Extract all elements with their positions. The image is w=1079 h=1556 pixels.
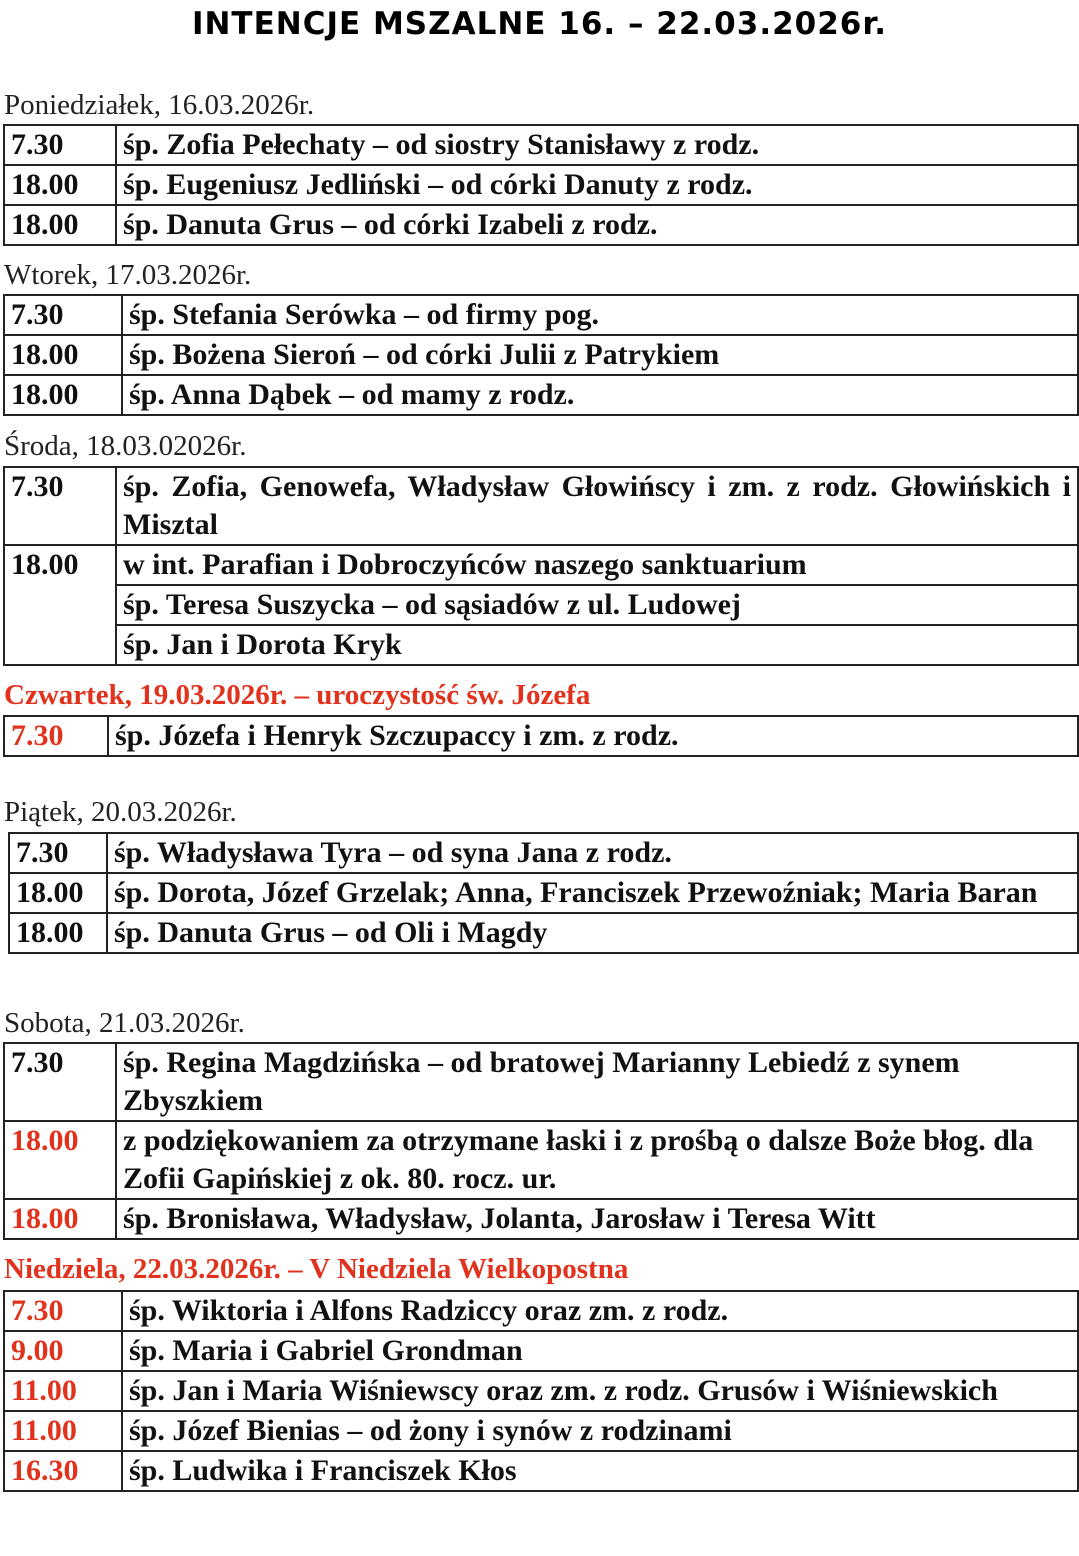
table-row — [4, 1411, 1078, 1451]
mass-time: 18.00 — [4, 335, 122, 375]
table-row — [4, 585, 1078, 625]
mass-time: 7.30 — [4, 1291, 122, 1331]
intention-text: śp. Teresa Suszycka – od sąsiadów z ul. Ludowej — [116, 585, 1078, 625]
intention-text: śp. Jan i Maria Wiśniewscy oraz zm. z rodz. Grusów i Wiśniewskich — [122, 1371, 1078, 1411]
day-heading-sunday: Niedziela, 22.03.2026r. – V Niedziela Wielkopostna — [4, 1253, 629, 1285]
intention-text: śp. Ludwika i Franciszek Kłos — [122, 1451, 1078, 1491]
intention-text: śp. Danuta Grus – od córki Izabeli z rodz. — [116, 205, 1078, 245]
schedule-table-wednesday — [3, 466, 1079, 666]
table-row — [4, 1371, 1078, 1411]
mass-time: 7.30 — [4, 467, 116, 545]
table-row — [4, 625, 1078, 665]
mass-time: 7.30 — [4, 1043, 116, 1121]
intention-text: śp. Stefania Serówka – od firmy pog. — [122, 295, 1078, 335]
intention-text: śp. Władysława Tyra – od syna Jana z rodz. — [107, 833, 1078, 873]
table-row — [9, 913, 1078, 953]
table-row — [4, 295, 1078, 335]
day-heading-tuesday: Wtorek, 17.03.2026r. — [4, 259, 252, 291]
table-row — [4, 125, 1078, 165]
intention-text: śp. Zofia Pełechaty – od siostry Stanisławy z rodz. — [116, 125, 1078, 165]
intention-text: śp. Anna Dąbek – od mamy z rodz. — [122, 375, 1078, 415]
intention-text: śp. Regina Magdzińska – od bratowej Marianny Lebiedź z synem Zbyszkiem — [116, 1043, 1078, 1121]
day-heading-friday: Piątek, 20.03.2026r. — [4, 796, 237, 828]
table-row — [9, 873, 1078, 913]
table-row — [4, 1043, 1078, 1121]
mass-time: 18.00 — [4, 205, 116, 245]
intention-text: śp. Jan i Dorota Kryk — [116, 625, 1078, 665]
table-row — [4, 1331, 1078, 1371]
mass-time: 11.00 — [4, 1371, 122, 1411]
intention-text: śp. Bronisława, Władysław, Jolanta, Jarosław i Teresa Witt — [116, 1199, 1078, 1239]
table-row — [4, 1121, 1078, 1199]
table-row — [4, 1199, 1078, 1239]
mass-time: 18.00 — [4, 375, 122, 415]
schedule-table-saturday — [3, 1042, 1079, 1240]
intention-text: śp. Józefa i Henryk Szczupaccy i zm. z rodz. — [108, 716, 1078, 756]
day-heading-thursday: Czwartek, 19.03.2026r. – uroczystość św. Józefa — [4, 679, 591, 711]
mass-time: 18.00 — [9, 913, 107, 953]
table-row — [4, 1451, 1078, 1491]
schedule-table-sunday — [3, 1290, 1079, 1492]
schedule-table-thursday — [3, 715, 1079, 757]
mass-time: 7.30 — [9, 833, 107, 873]
intention-text: śp. Józef Bienias – od żony i synów z rodzinami — [122, 1411, 1078, 1451]
mass-time: 18.00 — [4, 545, 116, 665]
table-row — [4, 375, 1078, 415]
table-row — [4, 335, 1078, 375]
table-row — [4, 716, 1078, 756]
day-heading-saturday: Sobota, 21.03.2026r. — [4, 1007, 245, 1039]
intention-text: śp. Zofia, Genowefa, Władysław Głowińscy i zm. z rodz. Głowińskich i Misztal — [116, 467, 1078, 545]
mass-time: 18.00 — [4, 165, 116, 205]
intention-text: śp. Wiktoria i Alfons Radziccy oraz zm. z rodz. — [122, 1291, 1078, 1331]
day-heading-wednesday: Środa, 18.03.02026r. — [4, 430, 247, 462]
day-heading-monday: Poniedziałek, 16.03.2026r. — [4, 89, 315, 121]
intention-text: śp. Maria i Gabriel Grondman — [122, 1331, 1078, 1371]
schedule-table-friday — [8, 832, 1079, 954]
intention-text: śp. Eugeniusz Jedliński – od córki Danuty z rodz. — [116, 165, 1078, 205]
intention-text: w int. Parafian i Dobroczyńców naszego sanktuarium — [116, 545, 1078, 585]
mass-time: 18.00 — [9, 873, 107, 913]
table-row — [9, 833, 1078, 873]
table-row — [4, 205, 1078, 245]
mass-time: 11.00 — [4, 1411, 122, 1451]
page-title: INTENCJE MSZALNE 16. – 22.03.2026r. — [191, 6, 888, 42]
mass-time: 7.30 — [4, 125, 116, 165]
mass-time: 7.30 — [4, 716, 108, 756]
intention-text: śp. Danuta Grus – od Oli i Magdy — [107, 913, 1078, 953]
schedule-table-monday — [3, 124, 1079, 246]
mass-time: 16.30 — [4, 1451, 122, 1491]
intention-text: z podziękowaniem za otrzymane łaski i z prośbą o dalsze Boże błog. dla Zofii Gapińskiej z ok. 80. rocz. ur. — [116, 1121, 1078, 1199]
table-row — [4, 1291, 1078, 1331]
mass-time: 18.00 — [4, 1199, 116, 1239]
mass-time: 9.00 — [4, 1331, 122, 1371]
mass-time: 7.30 — [4, 295, 122, 335]
table-row — [4, 467, 1078, 545]
mass-time: 18.00 — [4, 1121, 116, 1199]
schedule-table-tuesday — [3, 294, 1079, 416]
table-row — [4, 545, 1078, 585]
table-row — [4, 165, 1078, 205]
intention-text: śp. Bożena Sieroń – od córki Julii z Patrykiem — [122, 335, 1078, 375]
intention-text: śp. Dorota, Józef Grzelak; Anna, Franciszek Przewoźniak; Maria Baran — [107, 873, 1078, 913]
